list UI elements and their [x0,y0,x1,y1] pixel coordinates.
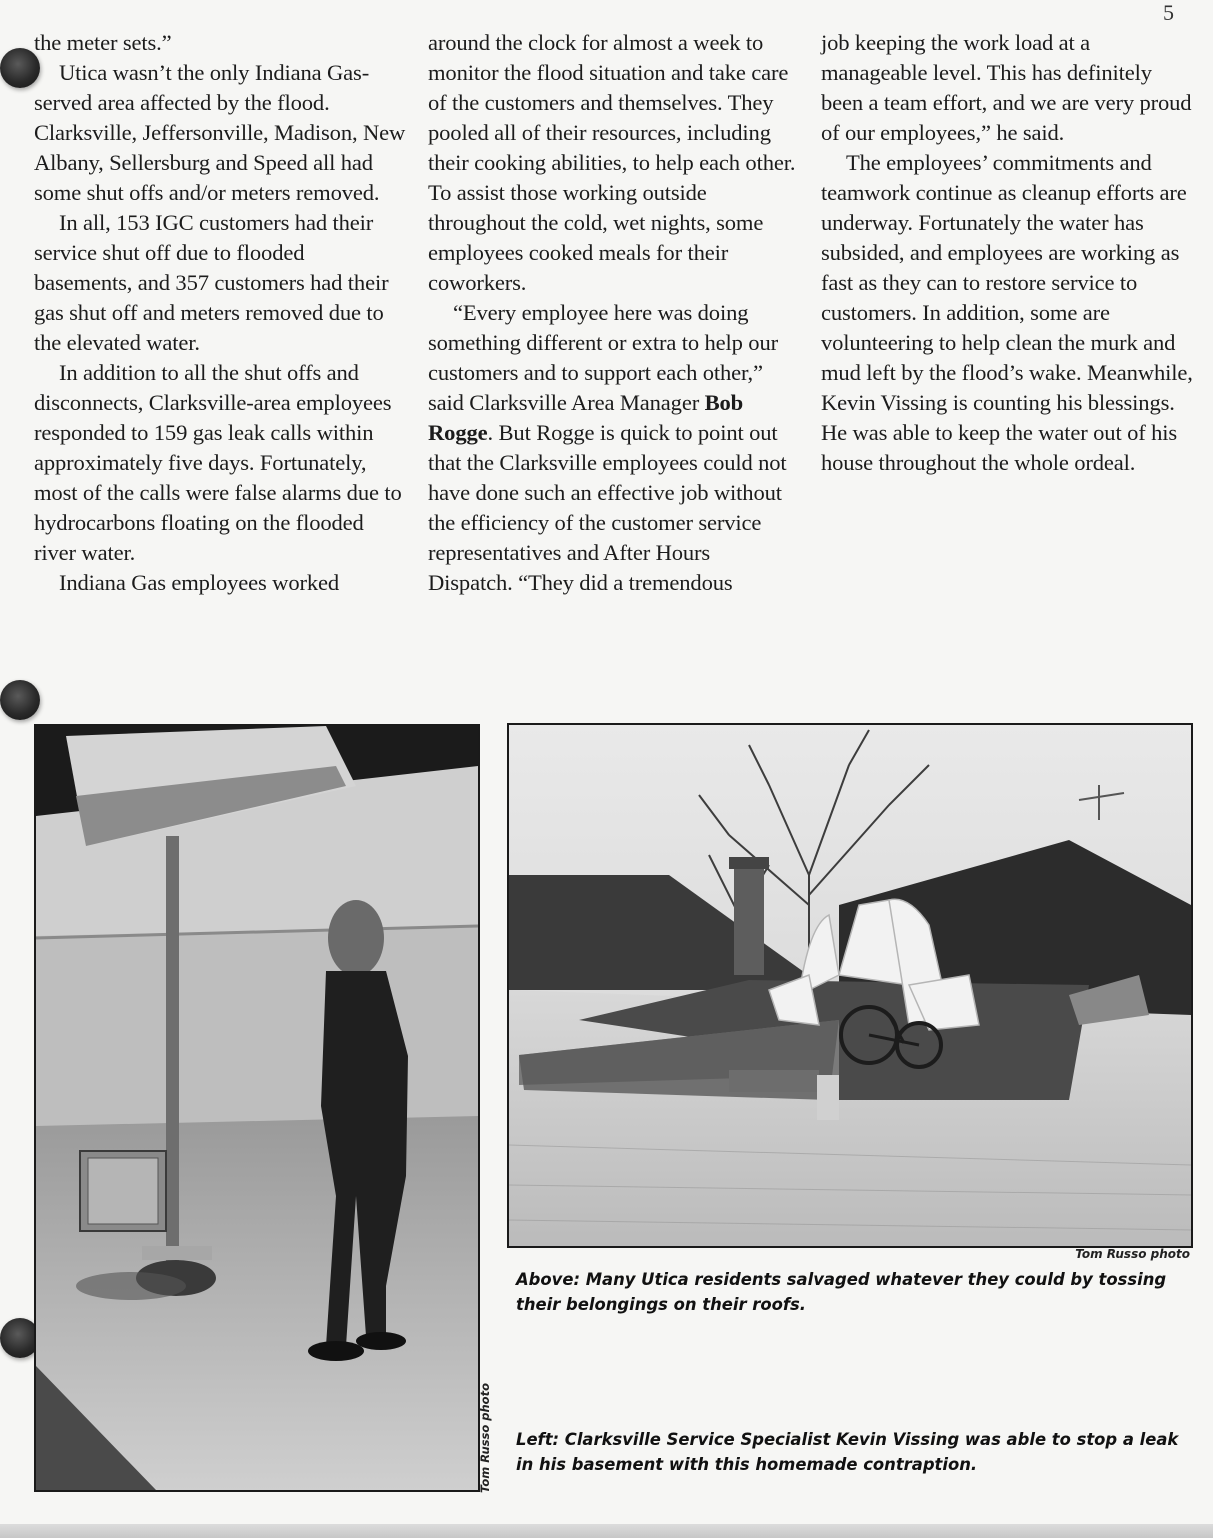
paragraph-quote [428,298,800,598]
binder-hole-middle [0,680,40,720]
paragraph: Indiana Gas employees worked [59,570,340,595]
person-name-bold: Bob Rogge [428,390,744,445]
page-bottom-edge [0,1524,1213,1538]
caption-above: Above: Many Utica residents salvaged whatever they could by tossing their belongings on their roofs. [516,1270,1167,1314]
page-number: 5 [1163,0,1174,25]
paragraph: In addition to all the shut offs and disconnects, Clarksville-area employees responded to 159 gas leak calls within approximately five days. Fortunately, most of the calls were false alarms due to hydrocarbons floating on the flooded river water. [34,360,402,565]
article-column-2 [428,28,800,598]
basement-photo [34,724,480,1492]
text-run: “Every employee here was doing something different or extra to help our customers and to support each other,” said Clarksville Area Manager [428,300,778,415]
flooded-roof-photo [507,723,1193,1248]
paragraph: the meter sets.” [34,30,172,55]
article-column-1 [34,28,406,598]
paragraph: In all, 153 IGC customers had their service shut off due to flooded basements, and 357 customers had their gas shut off and meters removed due to the elevated water. [34,210,389,355]
article-column-3 [821,28,1193,478]
paragraph: job keeping the work load at a manageable level. This has definitely been a team effort, and we are very proud of our employees,” he said. [821,30,1192,145]
photo-credit-right: Tom Russo photo [1075,1247,1190,1261]
photo-credit-left: Tom Russo photo [478,1383,492,1493]
caption-left: Left: Clarksville Service Specialist Kevin Vissing was able to stop a leak in his basement with this homemade contraption. [516,1430,1179,1474]
paragraph: around the clock for almost a week to monitor the flood situation and take care of the customers and themselves. They pooled all of their resources, including their cooking abilities, to help each other. To assist those working outside throughout the cold, wet nights, some employees cooked meals for their coworkers. [428,30,796,295]
text-run: . But Rogge is quick to point out that the Clarksville employees could not have done such an effective job without the efficiency of the customer service representatives and After Hours Dispatch. “They did a tremendous [428,420,787,595]
paragraph: The employees’ commitments and teamwork continue as cleanup efforts are underway. Fortunately the water has subsided, and employees are working as fast as they can to restore service to customers. In addition, some are volunteering to help clean the murk and mud left by the flood’s wake. Meanwhile, Kevin Vissing is counting his blessings. He was able to keep the water out of his house throughout the whole ordeal. [821,150,1193,475]
paragraph: Utica wasn’t the only Indiana Gas-served area affected by the flood. Clarksville, Jeffersonville, Madison, New Albany, Sellersburg and Speed all had some shut offs and/or meters removed. [34,60,406,205]
